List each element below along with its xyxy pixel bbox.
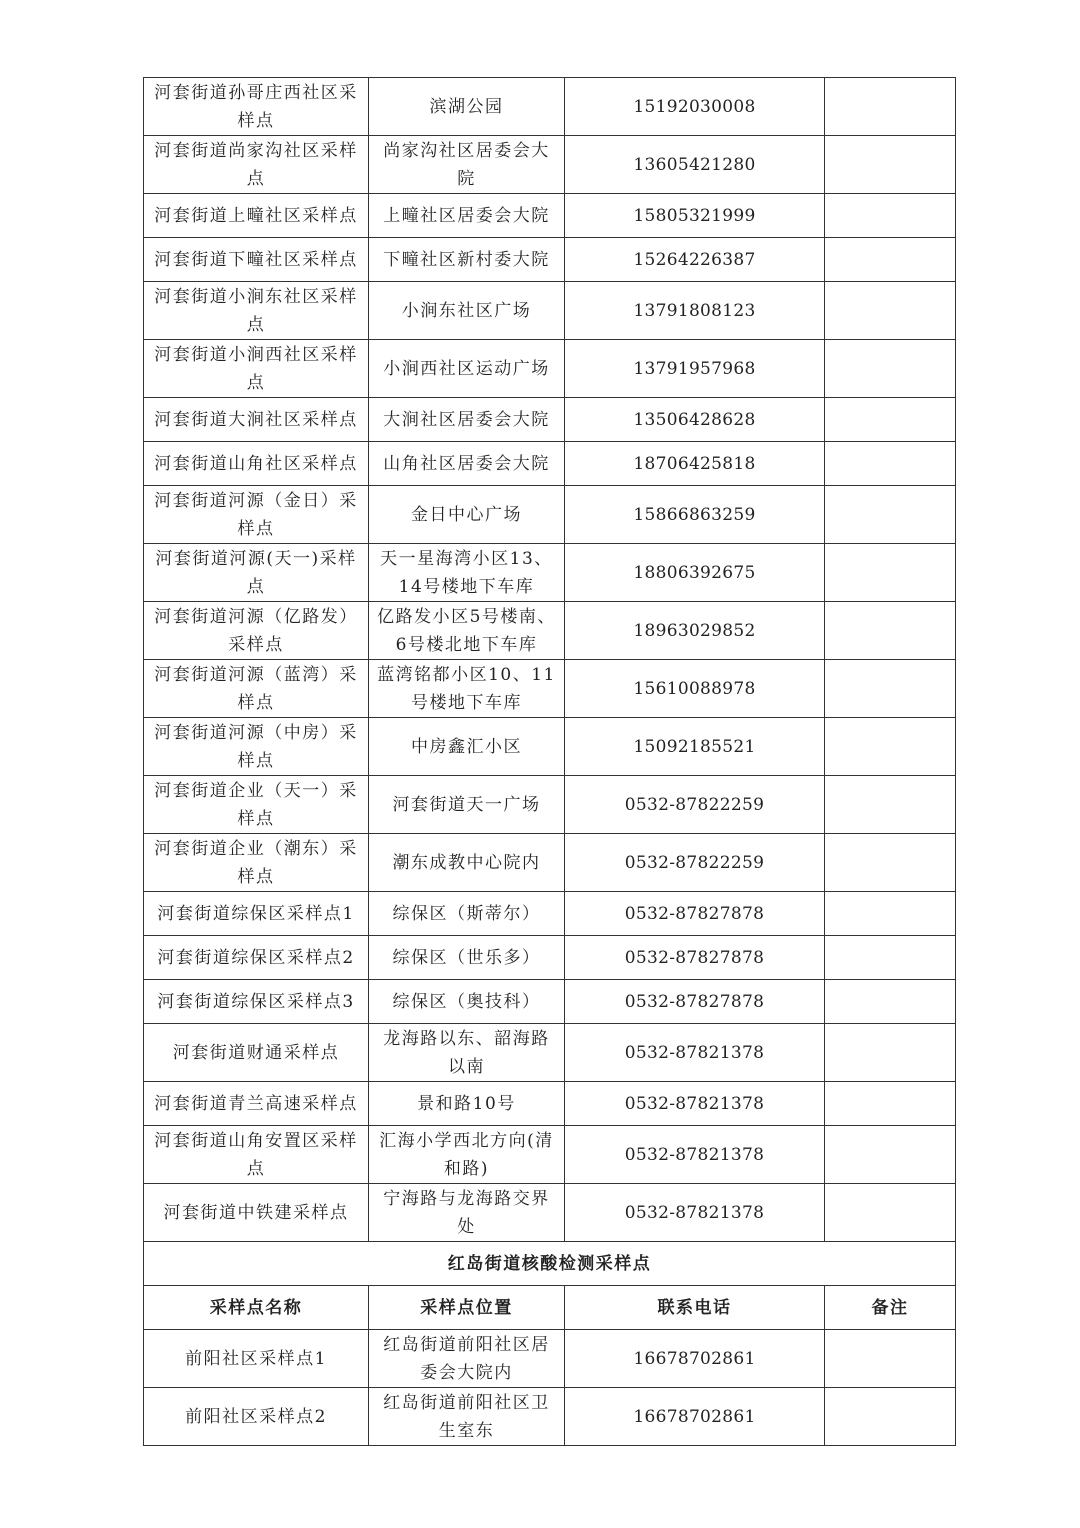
table-row bbox=[144, 834, 956, 892]
site-name: 河套街道河源（金日）采样点 bbox=[144, 486, 369, 544]
site-phone: 0532-87822259 bbox=[565, 776, 825, 834]
table-row bbox=[144, 1024, 956, 1082]
column-header-location: 采样点位置 bbox=[369, 1286, 565, 1330]
site-note bbox=[825, 1330, 956, 1388]
site-phone: 16678702861 bbox=[565, 1388, 825, 1446]
column-header-name: 采样点名称 bbox=[144, 1286, 369, 1330]
site-location: 小涧西社区运动广场 bbox=[369, 340, 565, 398]
site-name: 河套街道小涧西社区采样点 bbox=[144, 340, 369, 398]
table-row bbox=[144, 1126, 956, 1184]
site-location: 景和路10号 bbox=[369, 1082, 565, 1126]
site-location: 山角社区居委会大院 bbox=[369, 442, 565, 486]
site-name: 前阳社区采样点1 bbox=[144, 1330, 369, 1388]
site-name: 河套街道财通采样点 bbox=[144, 1024, 369, 1082]
site-phone: 18806392675 bbox=[565, 544, 825, 602]
table-row bbox=[144, 660, 956, 718]
site-name: 河套街道综保区采样点3 bbox=[144, 980, 369, 1024]
site-phone: 0532-87821378 bbox=[565, 1126, 825, 1184]
table-row bbox=[144, 602, 956, 660]
site-name: 河套街道综保区采样点2 bbox=[144, 936, 369, 980]
site-location: 金日中心广场 bbox=[369, 486, 565, 544]
site-phone: 16678702861 bbox=[565, 1330, 825, 1388]
site-location: 宁海路与龙海路交界处 bbox=[369, 1184, 565, 1242]
site-phone: 0532-87821378 bbox=[565, 1082, 825, 1126]
site-location: 上疃社区居委会大院 bbox=[369, 194, 565, 238]
site-note bbox=[825, 718, 956, 776]
site-phone: 15866863259 bbox=[565, 486, 825, 544]
site-location: 综保区（奥技科） bbox=[369, 980, 565, 1024]
site-location: 红岛街道前阳社区卫生室东 bbox=[369, 1388, 565, 1446]
site-location: 下疃社区新村委大院 bbox=[369, 238, 565, 282]
site-phone: 13791957968 bbox=[565, 340, 825, 398]
site-name: 河套街道下疃社区采样点 bbox=[144, 238, 369, 282]
column-header-phone: 联系电话 bbox=[565, 1286, 825, 1330]
site-name: 河套街道大涧社区采样点 bbox=[144, 398, 369, 442]
site-phone: 0532-87827878 bbox=[565, 892, 825, 936]
site-note bbox=[825, 980, 956, 1024]
site-location: 河套街道天一广场 bbox=[369, 776, 565, 834]
site-location: 小涧东社区广场 bbox=[369, 282, 565, 340]
site-note bbox=[825, 544, 956, 602]
table-row bbox=[144, 1388, 956, 1446]
site-note bbox=[825, 660, 956, 718]
section-title-row bbox=[144, 1242, 956, 1286]
table-row bbox=[144, 136, 956, 194]
site-phone: 0532-87821378 bbox=[565, 1184, 825, 1242]
site-note bbox=[825, 776, 956, 834]
site-phone: 0532-87827878 bbox=[565, 936, 825, 980]
site-note bbox=[825, 398, 956, 442]
table-row bbox=[144, 980, 956, 1024]
site-phone: 15092185521 bbox=[565, 718, 825, 776]
table-row bbox=[144, 892, 956, 936]
table-row bbox=[144, 282, 956, 340]
site-phone: 18706425818 bbox=[565, 442, 825, 486]
table-row bbox=[144, 544, 956, 602]
site-note bbox=[825, 602, 956, 660]
site-phone: 13506428628 bbox=[565, 398, 825, 442]
site-location: 综保区（世乐多） bbox=[369, 936, 565, 980]
site-name: 河套街道综保区采样点1 bbox=[144, 892, 369, 936]
site-name: 河套街道山角安置区采样点 bbox=[144, 1126, 369, 1184]
site-name: 河套街道河源（中房）采样点 bbox=[144, 718, 369, 776]
table-row bbox=[144, 442, 956, 486]
table-header-row bbox=[144, 1286, 956, 1330]
site-location: 天一星海湾小区13、14号楼地下车库 bbox=[369, 544, 565, 602]
table-row bbox=[144, 776, 956, 834]
site-name: 河套街道上疃社区采样点 bbox=[144, 194, 369, 238]
site-note bbox=[825, 1126, 956, 1184]
site-name: 河套街道中铁建采样点 bbox=[144, 1184, 369, 1242]
site-name: 河套街道企业（潮东）采样点 bbox=[144, 834, 369, 892]
table-row bbox=[144, 1184, 956, 1242]
site-location: 滨湖公园 bbox=[369, 78, 565, 136]
site-name: 河套街道山角社区采样点 bbox=[144, 442, 369, 486]
table-row bbox=[144, 718, 956, 776]
site-note bbox=[825, 282, 956, 340]
table-row bbox=[144, 1330, 956, 1388]
column-header-note: 备注 bbox=[825, 1286, 956, 1330]
site-location: 潮东成教中心院内 bbox=[369, 834, 565, 892]
table-row bbox=[144, 486, 956, 544]
table-row bbox=[144, 936, 956, 980]
table-row bbox=[144, 340, 956, 398]
section-title: 红岛街道核酸检测采样点 bbox=[144, 1242, 956, 1286]
site-phone: 18963029852 bbox=[565, 602, 825, 660]
site-name: 河套街道孙哥庄西社区采样点 bbox=[144, 78, 369, 136]
site-name: 河套街道河源（蓝湾）采样点 bbox=[144, 660, 369, 718]
table-row bbox=[144, 194, 956, 238]
site-name: 河套街道河源（亿路发）采样点 bbox=[144, 602, 369, 660]
site-name: 河套街道企业（天一）采样点 bbox=[144, 776, 369, 834]
site-note bbox=[825, 238, 956, 282]
site-name: 河套街道尚家沟社区采样点 bbox=[144, 136, 369, 194]
site-location: 大涧社区居委会大院 bbox=[369, 398, 565, 442]
table-row bbox=[144, 238, 956, 282]
site-note bbox=[825, 194, 956, 238]
site-location: 中房鑫汇小区 bbox=[369, 718, 565, 776]
site-phone: 0532-87827878 bbox=[565, 980, 825, 1024]
site-name: 河套街道小涧东社区采样点 bbox=[144, 282, 369, 340]
site-note bbox=[825, 834, 956, 892]
site-location: 尚家沟社区居委会大院 bbox=[369, 136, 565, 194]
site-phone: 13605421280 bbox=[565, 136, 825, 194]
site-name: 河套街道青兰高速采样点 bbox=[144, 1082, 369, 1126]
site-location: 亿路发小区5号楼南、6号楼北地下车库 bbox=[369, 602, 565, 660]
site-location: 汇海小学西北方向(清和路) bbox=[369, 1126, 565, 1184]
site-phone: 15805321999 bbox=[565, 194, 825, 238]
site-note bbox=[825, 1184, 956, 1242]
sampling-sites-table bbox=[143, 77, 956, 1446]
table-row bbox=[144, 1082, 956, 1126]
site-note bbox=[825, 78, 956, 136]
site-phone: 15610088978 bbox=[565, 660, 825, 718]
site-note bbox=[825, 936, 956, 980]
site-name: 河套街道河源(天一)采样点 bbox=[144, 544, 369, 602]
site-phone: 0532-87821378 bbox=[565, 1024, 825, 1082]
site-note bbox=[825, 1388, 956, 1446]
site-note bbox=[825, 486, 956, 544]
table-row bbox=[144, 398, 956, 442]
site-location: 红岛街道前阳社区居委会大院内 bbox=[369, 1330, 565, 1388]
site-phone: 0532-87822259 bbox=[565, 834, 825, 892]
site-phone: 15192030008 bbox=[565, 78, 825, 136]
table-row bbox=[144, 78, 956, 136]
site-phone: 13791808123 bbox=[565, 282, 825, 340]
site-note bbox=[825, 340, 956, 398]
site-note bbox=[825, 892, 956, 936]
site-phone: 15264226387 bbox=[565, 238, 825, 282]
site-note bbox=[825, 136, 956, 194]
site-note bbox=[825, 1082, 956, 1126]
site-location: 综保区（斯蒂尔） bbox=[369, 892, 565, 936]
site-note bbox=[825, 442, 956, 486]
site-name: 前阳社区采样点2 bbox=[144, 1388, 369, 1446]
site-note bbox=[825, 1024, 956, 1082]
site-location: 蓝湾铭都小区10、11号楼地下车库 bbox=[369, 660, 565, 718]
site-location: 龙海路以东、韶海路以南 bbox=[369, 1024, 565, 1082]
